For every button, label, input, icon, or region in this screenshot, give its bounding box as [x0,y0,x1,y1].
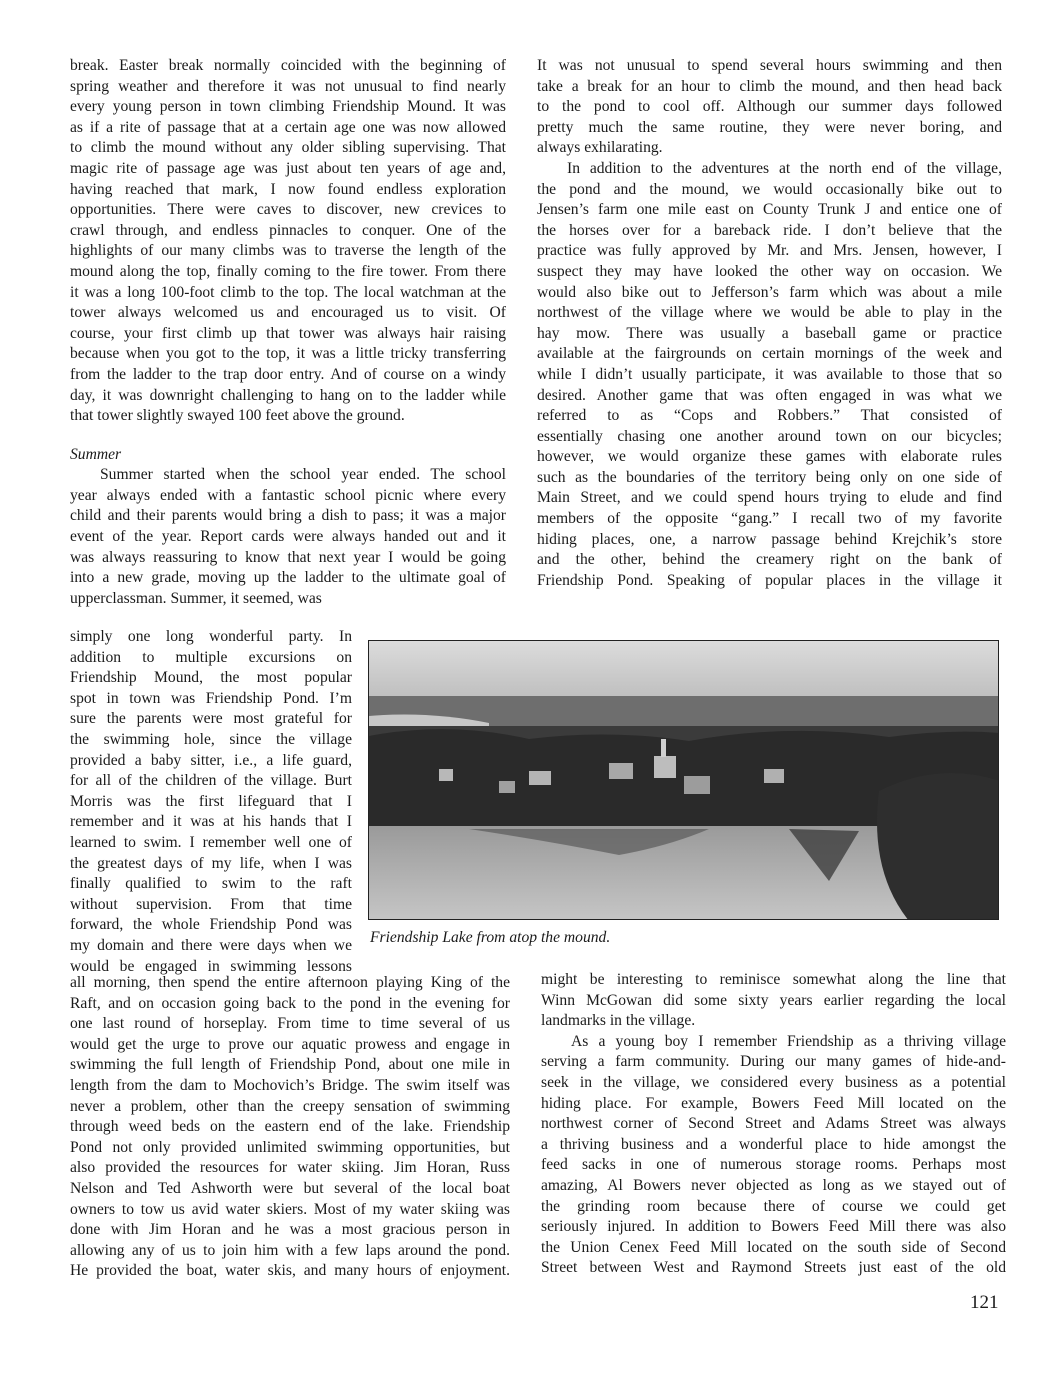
paragraph-water-skiing [70,973,510,1282]
text-line: through weed beds on the eastern end of the lake. Friendship [70,1118,510,1136]
text-line: sure the parents were most grateful for [70,710,352,728]
text-line: never a problem, other than the creepy sensation of swimming [70,1097,510,1115]
text-line: event of the year. Report cards were always handed out and it [70,528,506,546]
paragraph-easter-break [70,56,506,427]
paragraph-swimming-hours [537,56,1002,159]
photo-friendship-lake [368,640,999,920]
section-heading-summer: Summer [70,445,122,463]
text-line: available at the fairgrounds on certain mornings of the week and [537,345,1002,363]
text-line: child and their parents would bring a dish to pass; it was a major [70,507,506,525]
text-line: my domain and there were days when we [70,936,352,954]
text-line: would also bike out to Jefferson’s farm which was about a mile [537,283,1002,301]
text-line: highlights of our many climbs was to traverse the length of the [70,242,506,260]
text-line: spot in town was Friendship Pond. I’m [70,689,352,707]
paragraph-adventures [537,159,1002,591]
text-line: landmarks in the village. [541,1012,696,1030]
left-column-bottom [70,973,510,1282]
text-line: the greatest days of my life, when I was [70,854,352,872]
left-column-narrow [70,627,352,977]
text-line: always exhilarating. [537,139,663,157]
text-line: into a new grade, moving up the ladder to the ultimate goal of [70,569,506,587]
text-line: a thriving business and a wonderful place to hide amongst the [541,1135,1006,1153]
text-line: forward, the whole Friendship Pond was [70,916,352,934]
text-line: allowing any of us to join him with a few laps around the pond. [70,1241,510,1259]
text-line: however, we would organize these games with elaborate rules [537,448,1002,466]
text-line: might be interesting to reminisce somewhat along the line that [541,971,1006,988]
text-line: provided a baby sitter, i.e., a life guard, [70,751,352,769]
text-line: hiding places, one, a narrow passage behind Krejchik’s store [537,530,1002,548]
text-line: while I didn’t usually participate, it was available to those that so [537,365,1002,383]
text-line: northwest corner of Second Street and Adams Street was always [541,1115,1006,1133]
text-line: simply one long wonderful party. In [70,628,352,645]
text-line: the pond and the mound, we would occasionally bike out to [537,180,1002,198]
text-line: day, it was downright challenging to hang on to the ladder while [70,386,506,404]
text-line: that tower slightly swayed 100 feet above the ground. [70,407,405,425]
text-line: addition to multiple excursions on [70,648,352,666]
text-line: learned to swim. I remember well one of [70,833,352,851]
text-line: Friendship Pond. Speaking of popular places in the village it [537,571,1002,589]
right-column-top [537,56,1002,591]
text-line: done with Jim Horan and he was a most gracious person in [70,1221,510,1239]
right-column-bottom [541,970,1006,1279]
left-column-top [70,56,506,609]
text-line: In addition to the adventures at the north end of the village, [567,159,1002,177]
text-line: hiding place. For example, Bowers Feed Mill located on the [541,1094,1006,1112]
text-line: Winn McGowan did some sixty years earlier regarding the local [541,991,1006,1009]
text-line: opportunities. There were caves to discover, new crevices to [70,201,506,219]
text-line: to the pond to cool off. Although our summer days followed [537,98,1002,116]
text-line: year always ended with a fantastic school picnic where every [70,486,506,504]
text-line: also provided the resources for water skiing. Jim Horan, Russ [70,1159,510,1177]
text-line: break. Easter break normally coincided with the beginning of [70,57,506,74]
text-line: take a break for an hour to climb the mound, and then head back [537,77,1002,95]
text-line: serving a farm community. During our many games of hide-and- [541,1053,1006,1071]
text-line: swimming the full length of Friendship Pond, about one mile in [70,1056,510,1074]
text-line: finally qualified to swim to the raft [70,875,352,893]
paragraph-reminisce [541,970,1006,1032]
text-line: having reached that mark, I now found endless exploration [70,180,506,198]
text-line: Street between West and Raymond Streets just east of the old [541,1259,1006,1277]
text-line: without supervision. From that time [70,895,352,913]
paragraph-friendship-pond [70,627,352,977]
paragraph-young-boy [541,1032,1006,1279]
text-line: amazing, Al Bowers never objected as long as we stayed out of [541,1176,1006,1194]
text-line: Morris was the first lifeguard that I [70,792,352,810]
text-line: would be engaged in swimming lessons [70,957,352,975]
text-line: pretty much the same routine, they were never boring, and [537,118,1002,136]
text-line: Friendship Mound, the most popular [70,669,352,687]
text-line: spring weather and therefore it was not unusual to find nearly [70,77,506,95]
photo-caption: Friendship Lake from atop the mound. [370,929,611,946]
text-line: upperclassman. Summer, it seemed, was [70,589,322,607]
text-line: He provided the boat, water skis, and many hours of enjoyment. [70,1262,510,1280]
text-line: the swimming hole, since the village [70,730,352,748]
text-line: desired. Another game that was often engaged in was what we [537,386,1002,404]
text-line: crawl through, and endless pinnacles to conquer. One of the [70,221,506,239]
text-line: such as the boundaries of the territory being only on one side of [537,468,1002,486]
paragraph-summer [70,465,506,609]
text-line: magic rite of passage age was just about ten years of age and, [70,159,506,177]
text-line: because when you got to the top, it was a little tricky transferring [70,345,506,363]
text-line: mound along the top, finally coming to the fire tower. From there [70,262,506,280]
text-line: it was a long 100-foot climb to the top. The local watchman at the [70,283,506,301]
text-line: Summer started when the school year ended. The school [100,466,506,484]
text-line: Pond not only provided unlimited swimming opportunities, but [70,1138,510,1156]
lake-photo-illustration [369,641,999,920]
text-line: referred to as “Cops and Robbers.” That consisted of [537,407,1002,425]
text-line: owners to tow us avid water skiers. Most of my water skiing was [70,1200,510,1218]
text-line: the grinding room because there of course we could get [541,1197,1006,1215]
text-line: would get the urge to prove our aquatic prowess and engage in [70,1035,510,1053]
text-line: It was not unusual to spend several hours swimming and then [537,57,1002,74]
text-line: feed sacks in one of numerous storage rooms. Perhaps most [541,1156,1006,1174]
text-line: Main Street, and we could spend hours trying to elude and find [537,489,1002,507]
text-line: from the ladder to the trap door entry. And of course on a windy [70,365,506,383]
text-line: one last round of horseplay. From time to time several of us [70,1015,510,1033]
text-line: seriously injured. In addition to Bowers Feed Mill there was also [541,1218,1006,1236]
text-line: was always reassuring to know that next year I would be going [70,548,506,566]
text-line: the Union Cenex Feed Mill located on the south side of Second [541,1238,1006,1256]
text-line: tower always welcomed us and encouraged us to visit. Of [70,304,506,322]
text-line: all morning, then spend the entire afternoon playing King of the [70,974,510,991]
text-line: length from the dam to Mochovich’s Bridge. The swim itself was [70,1076,510,1094]
text-line: northwest of the village where we would be able to play in the [537,304,1002,322]
text-line: course, your first climb up that tower was always hair raising [70,324,506,342]
text-line: Jensen’s farm one mile east on County Trunk J and entice one of [537,201,1002,219]
text-line: Raft, and on occasion going back to the pond in the evening for [70,994,510,1012]
page-number: 121 [970,1292,999,1313]
text-line: members of the opposite “gang.” I recall two of my favorite [537,510,1002,528]
text-line: Nelson and Ted Ashworth were but several of the local boat [70,1179,510,1197]
text-line: as if a rite of passage that at a certain age one was now allowed [70,118,506,136]
text-line: for all of the children of the village. Burt [70,772,352,790]
text-line: every young person in town climbing Friendship Mound. It was [70,98,506,116]
text-line: As a young boy I remember Friendship as a thriving village [571,1032,1006,1050]
text-line: practice was fully approved by Mr. and Mrs. Jensen, however, I [537,242,1002,260]
text-line: to climb the mound without any older sibling supervising. That [70,139,506,157]
text-line: seek in the village, we considered every business as a potential [541,1073,1006,1091]
text-line: the horses over for a bareback ride. I don’t believe that the [537,221,1002,239]
text-line: hay mow. There was usually a baseball game or practice [537,324,1002,342]
text-line: essentially chasing one another around town on our bicycles; [537,427,1002,445]
text-line: remember and it was at his hands that I [70,813,352,831]
text-line: and the other, behind the creamery right on the bank of [537,551,1002,569]
text-line: suspect they may have looked the other way on occasion. We [537,262,1002,280]
